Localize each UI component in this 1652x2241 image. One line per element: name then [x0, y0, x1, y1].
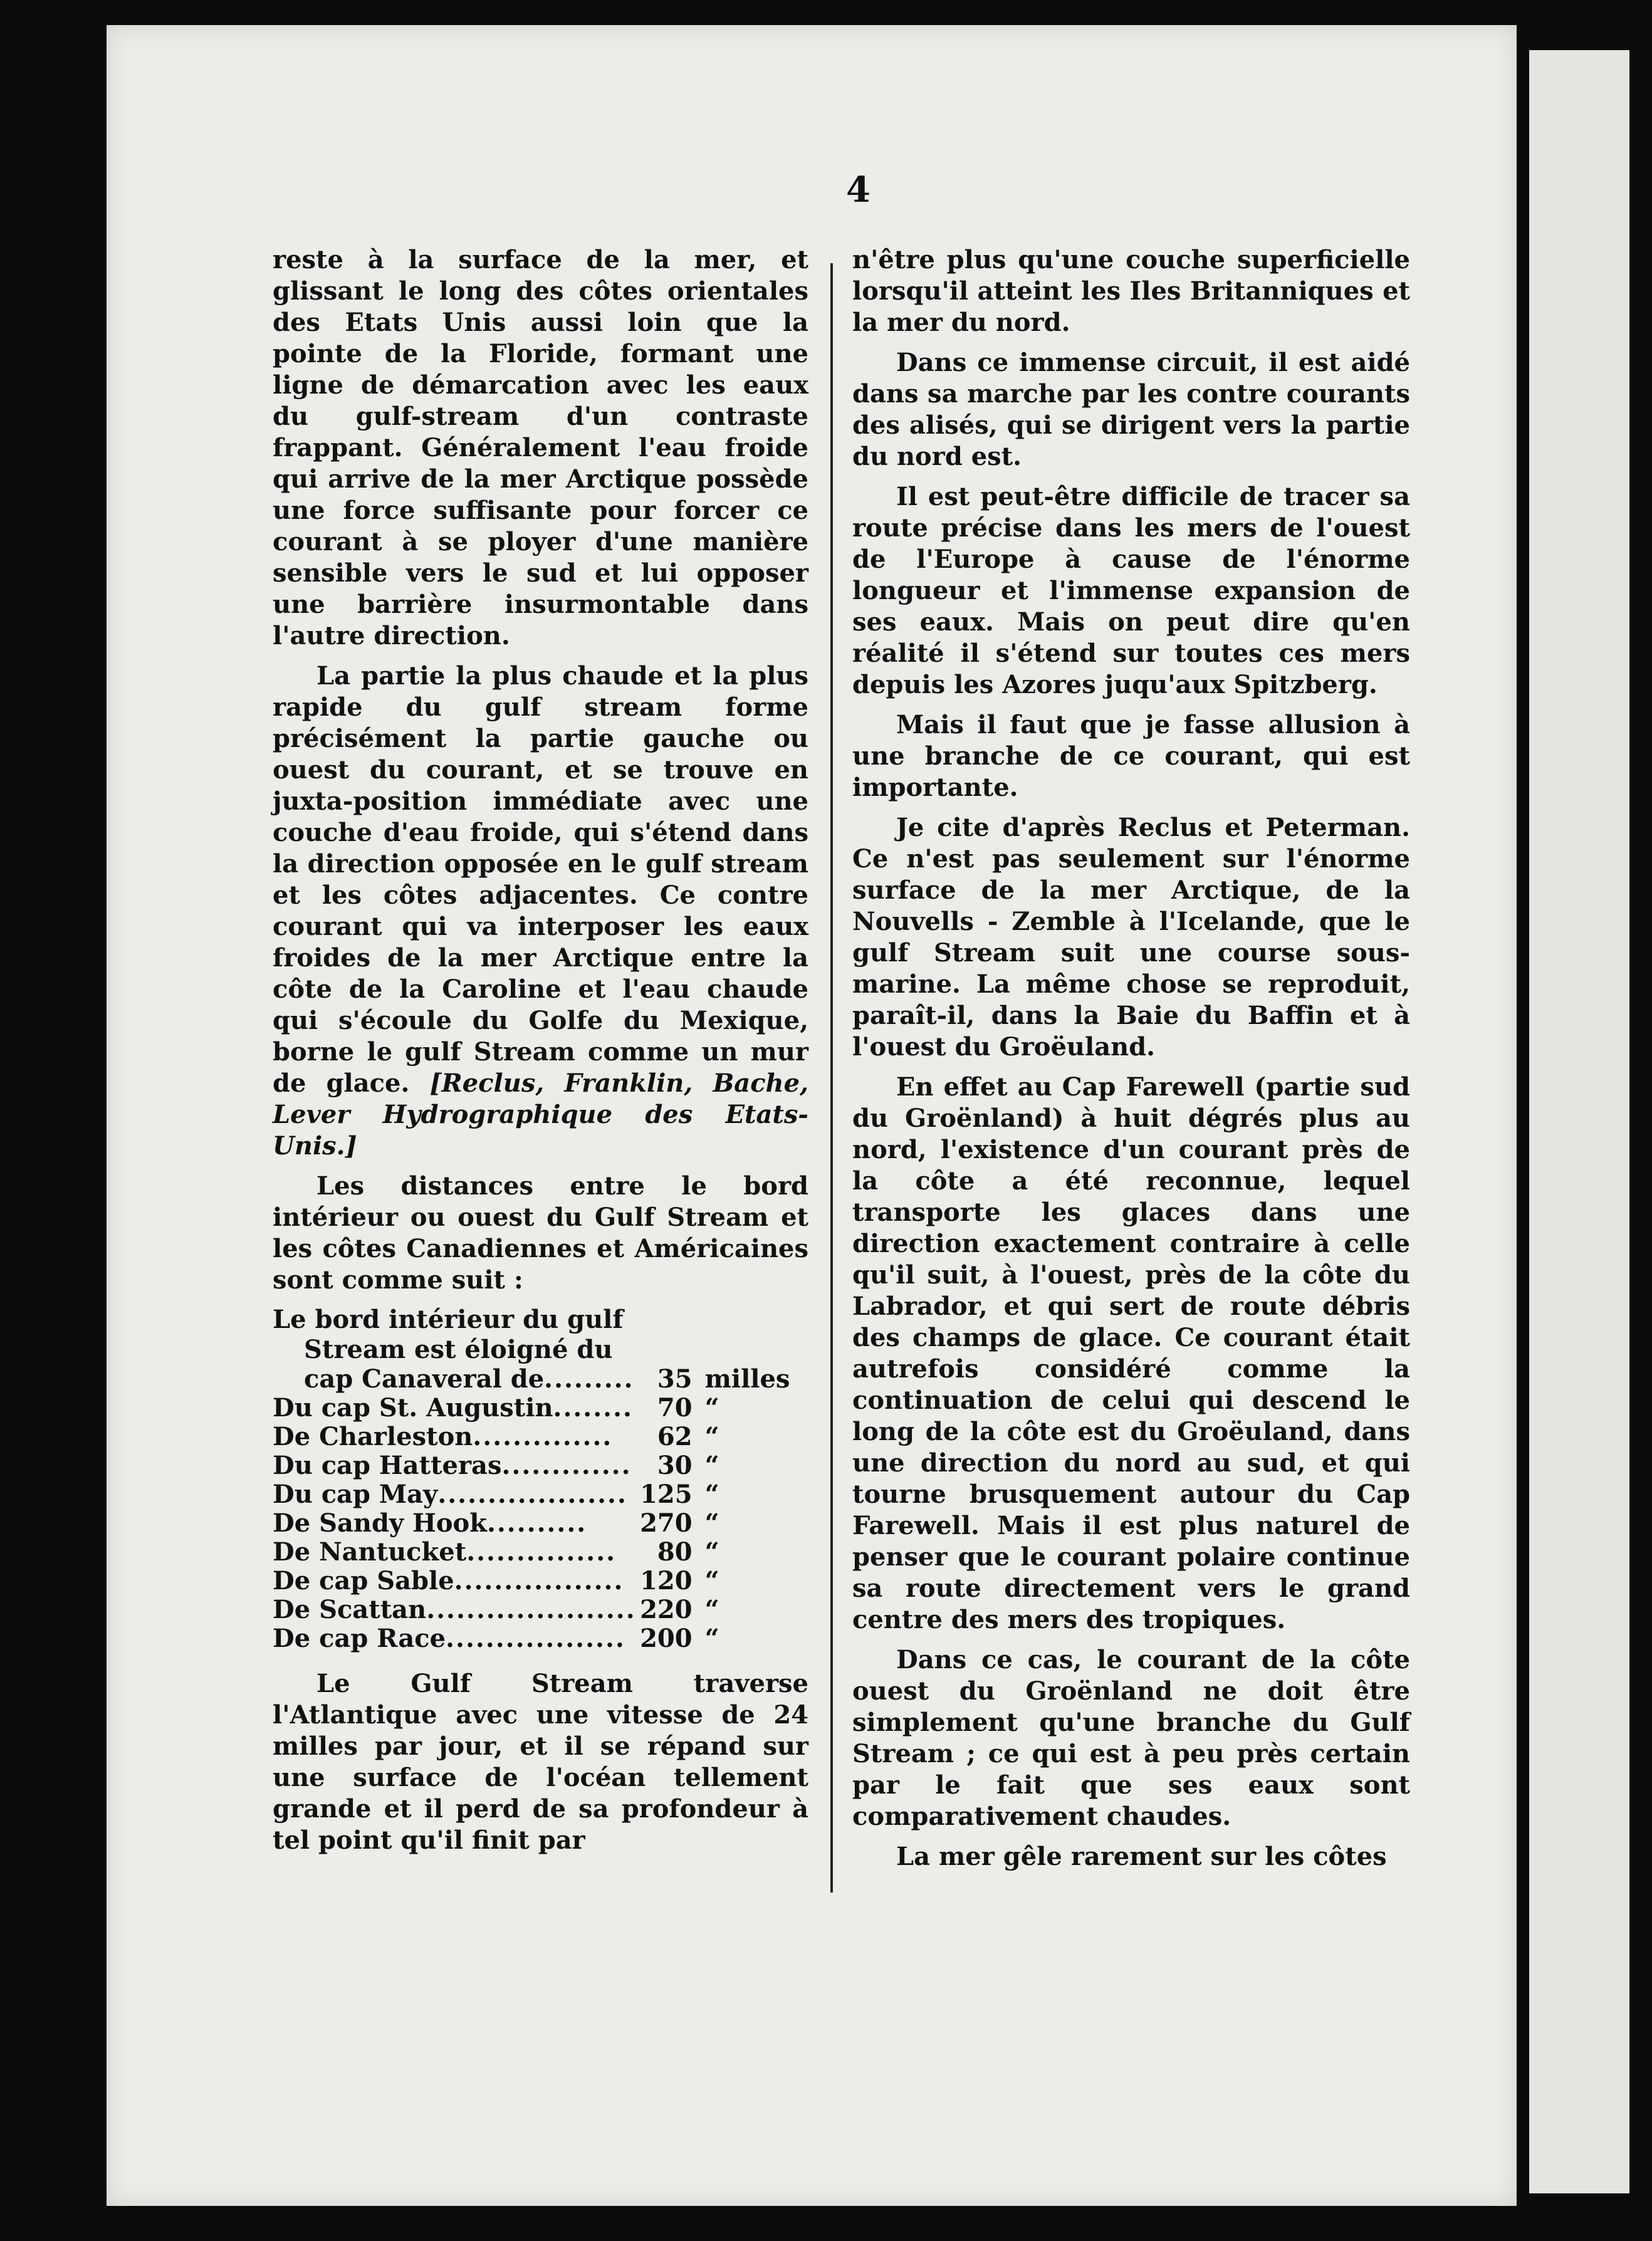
- place-name: Du cap St. Augustin: [273, 1394, 553, 1423]
- right-paragraph-4: Mais il faut que je fasse allusion à une branche de ce courant, qui est importante.: [852, 710, 1410, 802]
- distance-unit: “: [704, 1451, 719, 1480]
- place-name: De Scattan: [273, 1596, 427, 1624]
- distance-table: [273, 1305, 808, 1653]
- left-paragraph-4: Le Gulf Stream traverse l'Atlantique avec une vitesse de 24 milles par jour, et il se répand sur une surface de l'océan tellement grande et il perd de sa profondeur à tel point qu'il finit par: [273, 1669, 808, 1855]
- place-name: De Sandy Hook: [273, 1509, 487, 1538]
- distance-unit: “: [704, 1595, 719, 1624]
- right-paragraph-1: n'être plus qu'une couche superficielle lorsqu'il atteint les Iles Britanniques et la mer du nord.: [852, 245, 1410, 337]
- left-paragraph-2-text: La partie la plus chaude et la plus rapide du gulf stream forme précisément la partie gauche ou ouest du courant, et se trouve en juxta-position immédiate avec une couche d'eau froide, qui s'étend dans la direction opposée en le gulf stream et les côtes adjacentes. Ce contre courant qui va interposer les eaux froides de la mer Arctique entre la côte de la Caroline et l'eau chaude qui s'écoule du Golfe du Mexique, borne le gulf Stream comme un mur de glace.: [273, 661, 808, 1098]
- page-number: 4: [846, 169, 870, 211]
- table-row: [273, 1365, 808, 1394]
- leader-dots: .................: [454, 1567, 624, 1596]
- distance-unit: “: [704, 1624, 719, 1653]
- distance-value: 270: [640, 1508, 693, 1538]
- leader-dots: .............: [501, 1451, 632, 1480]
- right-paragraph-6: En effet au Cap Farewell (partie sud du Groënland) à huit dégrés plus au nord, l'existence d'un courant près de la côte a été reconnue, lequel transporte les glaces dans une direction exactement contraire à celle qu'il suit, à l'ouest, près de la côte du Labrador, et qui sert de route débris des champs de glace. Ce courant était autrefois considéré comme la continuation de celui qui descend le long de la côte est du Groëuland, dans une direction du nord au sud, et qui tourne brusquement autour du Cap Farewell. Mais il est plus naturel de penser que le courant polaire continue sa route directement vers le grand centre des mers des tropiques.: [852, 1072, 1410, 1634]
- left-paragraph-2: [273, 661, 808, 1162]
- table-row: [273, 1624, 808, 1653]
- leader-dots: ...................: [437, 1480, 627, 1509]
- place-name: De Charleston: [273, 1423, 473, 1451]
- left-paragraph-1: reste à la surface de la mer, et glissant le long des côtes orientales des Etats Unis aussi loin que la pointe de la Floride, formant une ligne de démarcation avec les eaux du gulf-stream d'un contraste frappant. Généralement l'eau froide qui arrive de la mer Arctique possède une force suffisante pour forcer ce courant à se ployer d'une manière sensible vers le sud et lui opposer une barrière insurmontable dans l'autre direction.: [273, 245, 808, 650]
- right-column: [852, 244, 1410, 1881]
- leader-dots: ........: [553, 1394, 633, 1423]
- distance-unit: “: [704, 1480, 719, 1509]
- place-name: Du cap May: [273, 1480, 438, 1509]
- table-intro-row: [273, 1335, 808, 1365]
- right-paragraph-8: La mer gêle rarement sur les côtes: [896, 1842, 1387, 1871]
- distance-value: 70: [657, 1393, 693, 1423]
- distance-value: 200: [640, 1624, 693, 1653]
- distance-value: 80: [657, 1537, 693, 1567]
- distance-value: 30: [657, 1451, 693, 1480]
- table-intro-row: [273, 1305, 808, 1335]
- leader-dots: ..................: [446, 1624, 625, 1653]
- table-intro-1: Le bord intérieur du gulf: [273, 1305, 624, 1334]
- distance-value: 35: [657, 1364, 693, 1394]
- column-divider: [830, 263, 833, 1893]
- leader-dots: ..............: [473, 1423, 613, 1451]
- table-intro-2: Stream est éloigné du: [304, 1335, 613, 1364]
- table-row: [273, 1423, 808, 1451]
- adjacent-page-edge: [1529, 50, 1629, 2193]
- place-name: De cap Sable: [273, 1567, 454, 1596]
- left-column: [273, 244, 808, 1865]
- distance-value: 220: [640, 1595, 693, 1624]
- distance-value: 125: [640, 1480, 693, 1509]
- table-row: [273, 1394, 808, 1423]
- table-row: [273, 1509, 808, 1538]
- citation: [Reclus, Franklin, Bache, Lever Hydrographique des Etats-Unis.]: [273, 1068, 808, 1161]
- right-paragraph-7: Dans ce cas, le courant de la côte ouest du Groënland ne doit être simplement qu'une branche du Gulf Stream ; ce qui est à peu près certain par le fait que ses eaux sont comparativement chaudes.: [852, 1645, 1410, 1831]
- right-paragraph-3: Il est peut-être difficile de tracer sa route précise dans les mers de l'ouest de l'Europe à cause de l'énorme longueur et l'immense expansion de ses eaux. Mais on peut dire qu'en réalité il s'étend sur toutes ces mers depuis les Azores juqu'aux Spitzberg.: [852, 482, 1410, 699]
- distance-value: 120: [640, 1566, 693, 1596]
- table-row: [273, 1567, 808, 1596]
- leader-dots: ..........: [486, 1509, 587, 1538]
- leader-dots: .........: [544, 1365, 634, 1394]
- place-name: Du cap Hatteras: [273, 1451, 502, 1480]
- distance-unit: “: [704, 1393, 719, 1423]
- place-name: De cap Race: [273, 1624, 446, 1653]
- right-paragraph-2: Dans ce immense circuit, il est aidé dans sa marche par les contre courants des alisés, qui se dirigent vers la partie du nord est.: [852, 348, 1410, 471]
- distance-unit: “: [704, 1422, 719, 1451]
- leader-dots: .....................: [426, 1596, 636, 1624]
- table-row: [273, 1451, 808, 1480]
- left-paragraph-3: Les distances entre le bord intérieur ou ouest du Gulf Stream et les côtes Canadiennes et Américaines sont comme suit :: [273, 1171, 808, 1295]
- book-page: [107, 25, 1517, 2206]
- distance-unit: “: [704, 1508, 719, 1538]
- distance-unit: milles: [704, 1364, 790, 1394]
- distance-value: 62: [657, 1422, 693, 1451]
- table-row: [273, 1596, 808, 1624]
- place-name: cap Canaveral de: [304, 1365, 545, 1394]
- table-row: [273, 1538, 808, 1567]
- leader-dots: ...............: [466, 1538, 617, 1567]
- table-row: [273, 1480, 808, 1509]
- right-paragraph-5: Je cite d'après Reclus et Peterman. Ce n'est pas seulement sur l'énorme surface de la mer Arctique, de la Nouvells - Zemble à l'Icelande, que le gulf Stream suit une course sous-marine. La même chose se reproduit, paraît-il, dans la Baie du Baffin et à l'ouest du Groëuland.: [852, 813, 1410, 1062]
- place-name: De Nantucket: [273, 1538, 467, 1567]
- distance-unit: “: [704, 1537, 719, 1567]
- distance-unit: “: [704, 1566, 719, 1596]
